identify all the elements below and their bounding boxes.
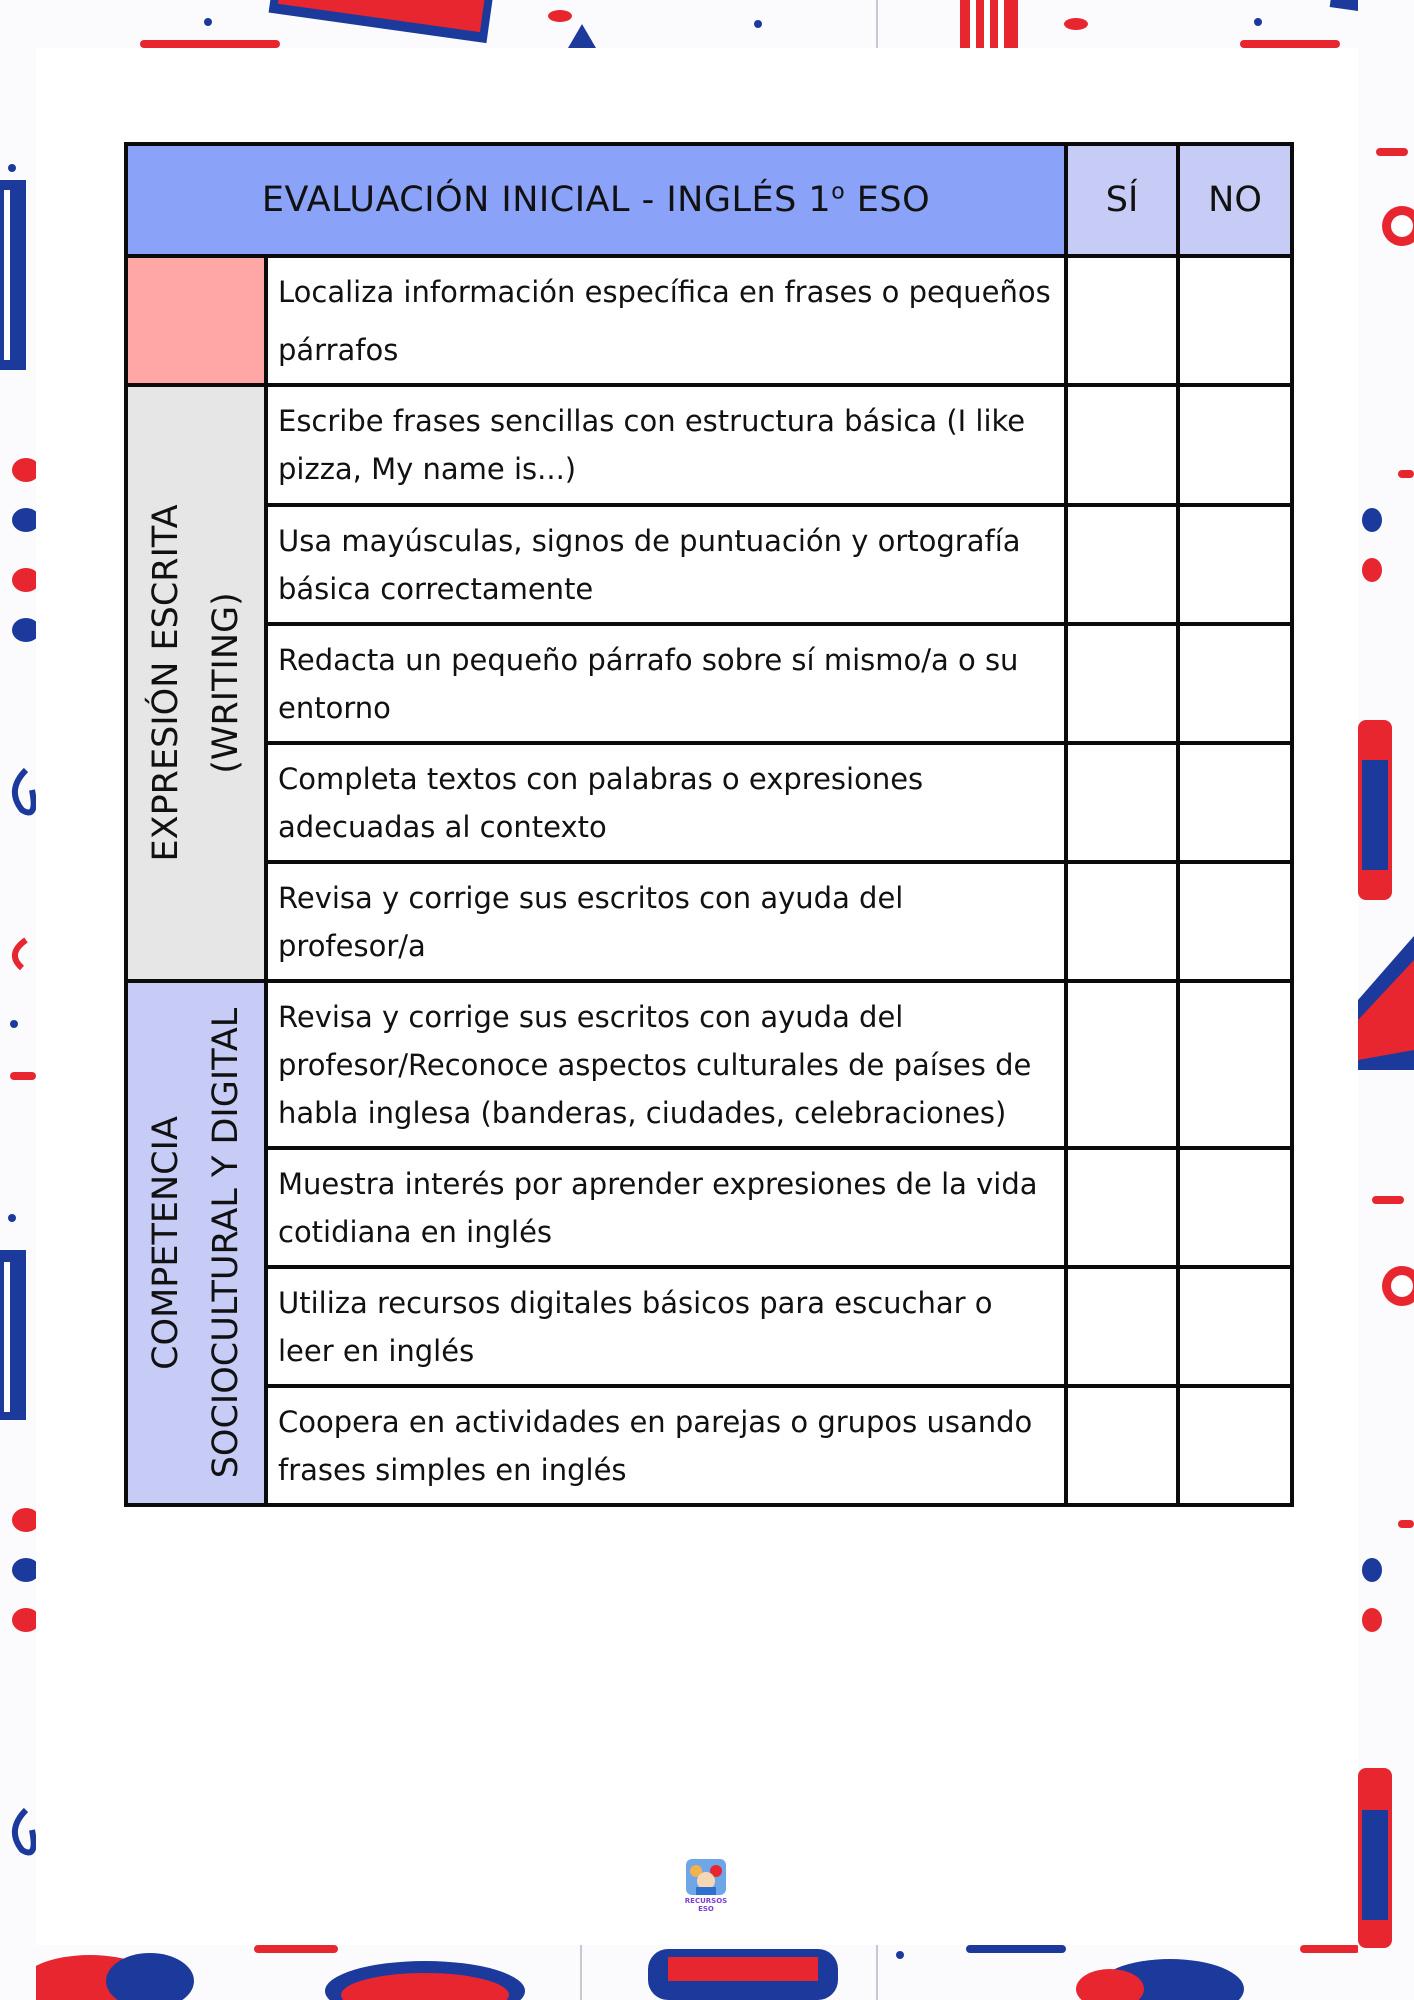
category-label-writing (136, 504, 256, 861)
criterion-text: Completa textos con palabras o expresiones adecuadas al contexto (266, 743, 1066, 862)
table-title (126, 144, 1066, 256)
checkbox-yes[interactable] (1066, 1148, 1178, 1267)
category-label-line1: EXPRESIÓN ESCRITA (146, 504, 186, 862)
recursos-eso-logo (684, 1857, 728, 1913)
pattern-right-svg (1358, 0, 1414, 2000)
category-cell-reading (126, 256, 266, 385)
table-row (126, 1386, 1292, 1505)
table-row (126, 1267, 1292, 1386)
checkbox-yes[interactable] (1066, 624, 1178, 743)
checkbox-yes[interactable] (1066, 981, 1178, 1148)
criterion-text: Localiza información específica en frases o pequeños párrafos (266, 256, 1066, 385)
checkbox-no[interactable] (1178, 256, 1292, 385)
criterion-text: Utiliza recursos digitales básicos para escuchar o leer en inglés (266, 1267, 1066, 1386)
table-row (126, 981, 1292, 1148)
table-row (126, 624, 1292, 743)
category-label-line1: COMPETENCIA (146, 1116, 186, 1370)
checkbox-no[interactable] (1178, 1148, 1292, 1267)
table-row (126, 862, 1292, 981)
checkbox-no[interactable] (1178, 385, 1292, 505)
table-row (126, 1148, 1292, 1267)
table-row (126, 385, 1292, 505)
checkbox-yes[interactable] (1066, 256, 1178, 385)
pattern-bottom-svg (0, 1945, 1414, 2000)
column-header-yes: SÍ (1066, 144, 1178, 256)
table-row (126, 743, 1292, 862)
category-label-line2: SOCIOCULTURAL Y DIGITAL (206, 1007, 246, 1479)
table-title-main: EVALUACIÓN INICIAL - INGLÉS 1 (261, 180, 832, 220)
column-header-no: NO (1178, 144, 1292, 256)
checkbox-yes[interactable] (1066, 743, 1178, 862)
criterion-text: Muestra interés por aprender expresiones de la vida cotidiana en inglés (266, 1148, 1066, 1267)
table-row (126, 505, 1292, 624)
decorative-border-top (0, 0, 1414, 48)
checkbox-yes[interactable] (1066, 1267, 1178, 1386)
category-label-line2: (WRITING) (206, 592, 246, 774)
checkbox-no[interactable] (1178, 505, 1292, 624)
decorative-border-bottom (0, 1945, 1414, 2000)
evaluation-table (124, 142, 1294, 1507)
table-header-row (126, 144, 1292, 256)
decorative-border-left (0, 0, 36, 2000)
criterion-text: Redacta un pequeño párrafo sobre sí mismo/a o su entorno (266, 624, 1066, 743)
checkbox-no[interactable] (1178, 981, 1292, 1148)
category-label-sociocultural (136, 1008, 256, 1479)
checkbox-no[interactable] (1178, 1267, 1292, 1386)
checkbox-yes[interactable] (1066, 505, 1178, 624)
criterion-text: Escribe frases sencillas con estructura básica (I like pizza, My name is...) (266, 385, 1066, 505)
checkbox-no[interactable] (1178, 862, 1292, 981)
checkbox-no[interactable] (1178, 1386, 1292, 1505)
table-title-superscript: o (831, 179, 846, 205)
category-cell-writing (126, 385, 266, 981)
pattern-left-svg (0, 0, 36, 2000)
criterion-text: Usa mayúsculas, signos de puntuación y ortografía básica correctamente (266, 505, 1066, 624)
criterion-text: Coopera en actividades en parejas o grupos usando frases simples en inglés (266, 1386, 1066, 1505)
svg-text:ESO: ESO (698, 1905, 714, 1913)
table-title-end: ESO (845, 180, 931, 220)
svg-text:RECURSOS: RECURSOS (684, 1897, 728, 1905)
criterion-text: Revisa y corrige sus escritos con ayuda del profesor/Reconoce aspectos culturales de países de habla inglesa (banderas, ciudades, celebraciones) (266, 981, 1066, 1148)
checkbox-yes[interactable] (1066, 862, 1178, 981)
category-cell-sociocultural (126, 981, 266, 1505)
criterion-text: Revisa y corrige sus escritos con ayuda del profesor/a (266, 862, 1066, 981)
table-row (126, 256, 1292, 385)
checkbox-yes[interactable] (1066, 1386, 1178, 1505)
checkbox-no[interactable] (1178, 624, 1292, 743)
checkbox-no[interactable] (1178, 743, 1292, 862)
pattern-top-svg (0, 0, 1414, 48)
decorative-border-right (1358, 0, 1414, 2000)
checkbox-yes[interactable] (1066, 385, 1178, 505)
